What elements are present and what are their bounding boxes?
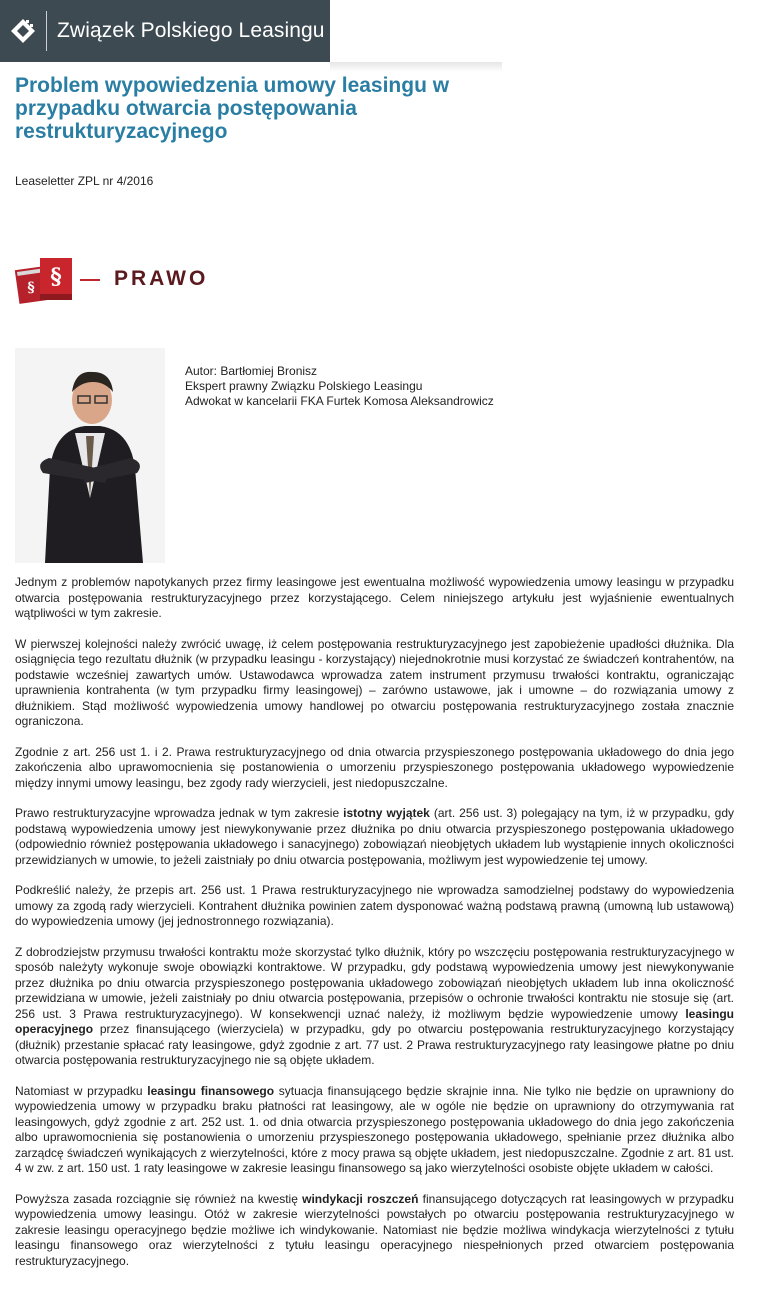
svg-text:§: §	[27, 280, 35, 296]
header-bar	[0, 0, 330, 62]
paragraph-3: Zgodnie z art. 256 ust 1. i 2. Prawa restrukturyzacyjnego od dnia otwarcia przyspieszonego postępowania układowego do dnia jego zakończenia albo uprawomocnienia się postanowienia o umorzeniu przyspieszonego postępowania układowego wypowiedzenie między innymi umowy leasingu, bez zgody rady wierzycieli, jest niedopuszczalne.	[15, 744, 734, 790]
header-divider	[46, 11, 47, 51]
emphasis-exception: istotny wyjątek	[343, 806, 430, 820]
paragraph-2: W pierwszej kolejności należy zwrócić uwagę, iż celem postępowania restrukturyzacyjnego jest zapobieżenie upadłości dłużnika. Dla osiągnięcia tego rezultatu dłużnik (w przypadku leasingu - korzystający) niejednokrotnie musi korzystać ze świadczeń kontrahentów, na podstawie wcześniej zawartych umów. Ustawodawca wprowadza zatem instrument przymusu trwałości kontraktu, ograniczając uprawnienia kontrahenta (w tym przypadku firmy leasingowej) – zarówno ustawowe, jak i umowne – do rozwiązania umowy z dłużnikiem. Stąd możliwość wypowiedzenia umowy handlowej po otwarciu postępowania restrukturyzacyjnego została znacznie ograniczona.	[15, 636, 734, 728]
emphasis-debt-collection: windykacji roszczeń	[302, 1191, 419, 1206]
paragraph-4: Prawo restrukturyzacyjne wprowadza jednak w tym zakresie istotny wyjątek (art. 256 ust. 3) polegający na tym, iż w przypadku, gdy podstawą wypowiedzenia umowy jest niewykonywanie przez dłużnika po dniu otwarcia przyspieszonego postępowania układowego (odpowiednio również postępowania układowego i sanacyjnego) zobowiązań nieobjętych układem lub wystąpienie innych okoliczności przewidzianych w umowie, to jeżeli zaistniały po dniu otwarcia postępowania, możliwym jest wypowiedzenie tej umowy.	[15, 806, 734, 867]
category-label: PRAWO	[114, 267, 209, 290]
author-name: Autor: Bartłomiej Bronisz	[185, 364, 318, 378]
author-role-2: Adwokat w kancelarii FKA Furtek Komosa Aleksandrowicz	[185, 394, 494, 408]
emphasis-finance-lease: leasingu finansowego	[147, 1083, 275, 1098]
paragraph-7: Natomiast w przypadku leasingu finansowego sytuacja finansującego będzie skrajnie inna. Nie tylko nie będzie on uprawniony do wypowiedzenia umowy w przypadku braku płatności rat leasingowy, ale w ogóle nie będzie on uprawniony do otrzymywania rat leasingowych, gdyż zgodnie z art. 252 ust. 1. od dnia otwarcia przyspieszonego postępowania układowego do dnia jego zakończenia albo uprawomocnienia się postanowienia o umorzeniu przyspieszonego postępowania układowego, spełnianie przez dłużnika albo zarządcę świadczeń wynikających z wierzytelności, które z mocy prawa są objęte układem, jest niedopuszczalne. Zgodnie z art. 81 ust. 4 w zw. z art. 150 ust. 1 raty leasingowe w zakresie leasingu finansowego są jako wierzytelności osobiste objęte układem w całości.	[15, 1083, 734, 1175]
org-name: Związek Polskiego Leasingu	[57, 19, 325, 42]
emphasis-operating-lease: leasingu operacyjnego	[15, 1006, 734, 1036]
issue-label: Leaseletter ZPL nr 4/2016	[15, 174, 154, 188]
paragraph-8: Powyższa zasada rozciągnie się również na kwestię windykacji roszczeń finansującego dotyczących rat leasingowych w przypadku wypowiedzenia umowy leasingu. Otóż w zakresie wierzytelności powstałych po otwarciu postępowania restrukturyzacyjnego w zakresie leasingu operacyjnego będzie możliwe ich windykowanie. Natomiast nie będzie możliwa windykacja wierzytelności z tytułu leasingu finansowego oraz wierzytelności z tytułu leasingu operacyjnego niespełnionych przed otwarciem postępowania restrukturyzacyjnego.	[15, 1191, 734, 1268]
law-books-icon	[14, 254, 78, 306]
article-title: Problem wypowiedzenia umowy leasingu w przypadku otwarcia postępowania restrukturyzacyjnego	[15, 74, 450, 143]
paragraph-5: Podkreślić należy, że przepis art. 256 ust. 1 Prawa restrukturyzacyjnego nie wprowadza samodzielnej podstawy do wypowiedzenia umowy za zgodą rady wierzycieli. Kontrahent dłużnika powinien zatem dysponować ważną podstawą prawną (umowną lub ustawową) do wypowiedzenia umowy (jej jednostronnego rozwiązania).	[15, 883, 734, 928]
paragraph-1: Jednym z problemów napotykanych przez firmy leasingowe jest ewentualna możliwość wypowiedzenia umowy leasingu w przypadku otwarcia postępowania restrukturyzacyjnego przez korzystającego. Celem niniejszego artykułu jest wyjaśnienie ewentualnych wątpliwości w tym zakresie.	[15, 575, 734, 620]
author-photo	[15, 348, 165, 563]
author-info	[185, 364, 494, 409]
zpl-logo-icon	[0, 0, 46, 62]
author-role-1: Ekspert prawny Związku Polskiego Leasingu	[185, 379, 423, 393]
paragraph-6: Z dobrodziejstw przymusu trwałości kontraktu może skorzystać tylko dłużnik, który po wszczęciu postępowania restrukturyzacyjnego w sposób należyty wykonuje swoje obowiązki kontraktowe. W przypadku, gdy podstawą wypowiedzenia umowy jest niewykonywanie przez dłużnika po dniu otwarcia przyspieszonego postępowania układowego zobowiązań nieobjętych układem lub inna okoliczność przewidziana w umowie, jeżeli zaistniały po dniu otwarcia postępowania, przepisów o ochronie trwałości kontraktu nie stosuje się (art. 256 ust. 3 Prawa restrukturyzacyjnego). W konsekwencji uznać należy, iż możliwym będzie wypowiedzenie umowy leasingu operacyjnego przez finansującego (wierzyciela) w przypadku, gdy po otwarciu postępowania restrukturyzacyjnego korzystający (dłużnik) przestanie spłacać raty leasingowe, gdyż zgodnie z art. 77 ust. 2 Prawa restrukturyzacyjnego raty leasingowe płatne po dniu otwarcia postępowania restrukturyzacyjnego nie są objęte układem.	[15, 944, 734, 1067]
article-body	[15, 575, 734, 1284]
svg-text:§: §	[50, 264, 62, 290]
category-line	[80, 279, 100, 281]
header-shadow	[330, 62, 502, 72]
